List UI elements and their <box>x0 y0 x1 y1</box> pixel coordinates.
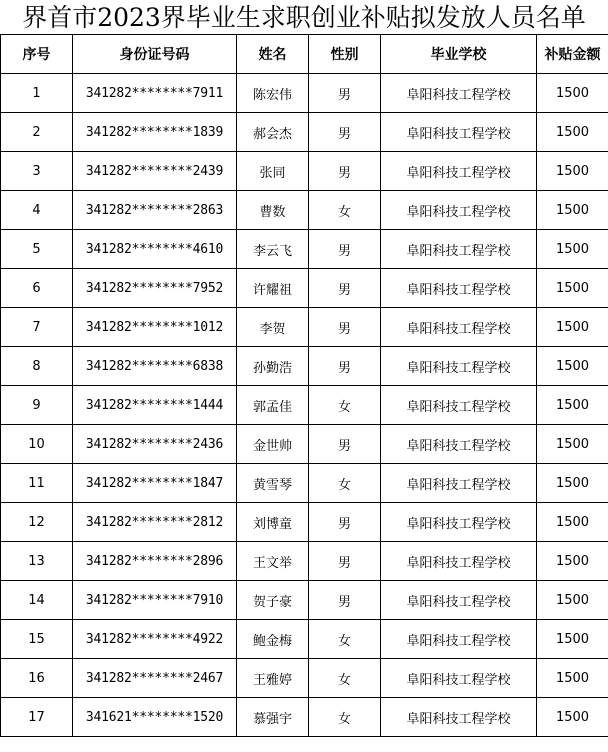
table-row <box>1 542 608 581</box>
cell-name: 许耀祖 <box>237 269 309 308</box>
cell-id-number: 341282********2812 <box>73 503 237 542</box>
cell-name: 鲍金梅 <box>237 620 309 659</box>
header-gender: 性别 <box>309 35 381 74</box>
cell-name: 黄雪琴 <box>237 464 309 503</box>
cell-name: 李贺 <box>237 308 309 347</box>
cell-gender: 女 <box>309 386 381 425</box>
cell-id-number: 341282********7910 <box>73 581 237 620</box>
cell-name: 贺子豪 <box>237 581 309 620</box>
cell-name: 王文举 <box>237 542 309 581</box>
cell-id-number: 341282********6838 <box>73 347 237 386</box>
cell-gender: 女 <box>309 464 381 503</box>
cell-index: 11 <box>1 464 73 503</box>
table-row <box>1 425 608 464</box>
header-name: 姓名 <box>237 35 309 74</box>
cell-gender: 男 <box>309 74 381 113</box>
cell-gender: 女 <box>309 659 381 698</box>
table-row <box>1 347 608 386</box>
cell-school: 阜阳科技工程学校 <box>381 230 537 269</box>
cell-amount: 1500 <box>537 542 608 581</box>
cell-amount: 1500 <box>537 464 608 503</box>
cell-school: 阜阳科技工程学校 <box>381 152 537 191</box>
cell-school: 阜阳科技工程学校 <box>381 542 537 581</box>
cell-id-number: 341282********2436 <box>73 425 237 464</box>
cell-school: 阜阳科技工程学校 <box>381 347 537 386</box>
cell-id-number: 341282********1847 <box>73 464 237 503</box>
cell-id-number: 341282********1444 <box>73 386 237 425</box>
cell-gender: 男 <box>309 347 381 386</box>
cell-index: 16 <box>1 659 73 698</box>
cell-amount: 1500 <box>537 659 608 698</box>
cell-school: 阜阳科技工程学校 <box>381 308 537 347</box>
cell-index: 5 <box>1 230 73 269</box>
cell-amount: 1500 <box>537 347 608 386</box>
cell-gender: 男 <box>309 269 381 308</box>
cell-index: 1 <box>1 74 73 113</box>
cell-school: 阜阳科技工程学校 <box>381 659 537 698</box>
cell-id-number: 341282********1839 <box>73 113 237 152</box>
cell-index: 3 <box>1 152 73 191</box>
cell-id-number: 341282********4610 <box>73 230 237 269</box>
cell-amount: 1500 <box>537 113 608 152</box>
header-amount: 补贴金额 <box>537 35 608 74</box>
cell-gender: 男 <box>309 308 381 347</box>
cell-id-number: 341621********1520 <box>73 698 237 737</box>
cell-index: 8 <box>1 347 73 386</box>
cell-id-number: 341282********4922 <box>73 620 237 659</box>
cell-gender: 女 <box>309 191 381 230</box>
cell-id-number: 341282********1012 <box>73 308 237 347</box>
cell-school: 阜阳科技工程学校 <box>381 581 537 620</box>
header-id: 身份证号码 <box>73 35 237 74</box>
recipients-table <box>0 34 608 737</box>
cell-amount: 1500 <box>537 152 608 191</box>
table-row <box>1 620 608 659</box>
cell-name: 王雅婷 <box>237 659 309 698</box>
cell-school: 阜阳科技工程学校 <box>381 503 537 542</box>
cell-amount: 1500 <box>537 191 608 230</box>
cell-index: 14 <box>1 581 73 620</box>
cell-name: 李云飞 <box>237 230 309 269</box>
cell-name: 郝会杰 <box>237 113 309 152</box>
cell-amount: 1500 <box>537 269 608 308</box>
cell-name: 慕强宇 <box>237 698 309 737</box>
cell-school: 阜阳科技工程学校 <box>381 620 537 659</box>
cell-index: 2 <box>1 113 73 152</box>
cell-index: 13 <box>1 542 73 581</box>
table-row <box>1 464 608 503</box>
cell-name: 郭孟佳 <box>237 386 309 425</box>
cell-name: 陈宏伟 <box>237 74 309 113</box>
cell-name: 曹数 <box>237 191 309 230</box>
cell-index: 6 <box>1 269 73 308</box>
cell-amount: 1500 <box>537 230 608 269</box>
cell-name: 金世帅 <box>237 425 309 464</box>
table-row <box>1 191 608 230</box>
table-row <box>1 503 608 542</box>
cell-name: 刘博童 <box>237 503 309 542</box>
cell-index: 9 <box>1 386 73 425</box>
header-index: 序号 <box>1 35 73 74</box>
table-row <box>1 74 608 113</box>
cell-index: 15 <box>1 620 73 659</box>
cell-gender: 男 <box>309 581 381 620</box>
cell-amount: 1500 <box>537 620 608 659</box>
cell-amount: 1500 <box>537 581 608 620</box>
table-row <box>1 230 608 269</box>
cell-gender: 男 <box>309 503 381 542</box>
table-header-row <box>1 35 608 74</box>
table-row <box>1 269 608 308</box>
cell-school: 阜阳科技工程学校 <box>381 698 537 737</box>
cell-amount: 1500 <box>537 425 608 464</box>
cell-school: 阜阳科技工程学校 <box>381 386 537 425</box>
cell-gender: 女 <box>309 698 381 737</box>
cell-id-number: 341282********2467 <box>73 659 237 698</box>
cell-id-number: 341282********2863 <box>73 191 237 230</box>
cell-gender: 男 <box>309 230 381 269</box>
cell-school: 阜阳科技工程学校 <box>381 191 537 230</box>
cell-school: 阜阳科技工程学校 <box>381 425 537 464</box>
cell-school: 阜阳科技工程学校 <box>381 113 537 152</box>
cell-name: 孙勤浩 <box>237 347 309 386</box>
cell-index: 12 <box>1 503 73 542</box>
cell-amount: 1500 <box>537 386 608 425</box>
table-row <box>1 581 608 620</box>
cell-school: 阜阳科技工程学校 <box>381 74 537 113</box>
cell-gender: 男 <box>309 152 381 191</box>
cell-amount: 1500 <box>537 698 608 737</box>
cell-gender: 女 <box>309 620 381 659</box>
cell-index: 4 <box>1 191 73 230</box>
table-row <box>1 308 608 347</box>
cell-id-number: 341282********7952 <box>73 269 237 308</box>
document-title: 界首市2023界毕业生求职创业补贴拟发放人员名单 <box>22 3 586 32</box>
cell-school: 阜阳科技工程学校 <box>381 269 537 308</box>
cell-id-number: 341282********7911 <box>73 74 237 113</box>
cell-amount: 1500 <box>537 74 608 113</box>
cell-amount: 1500 <box>537 503 608 542</box>
cell-id-number: 341282********2896 <box>73 542 237 581</box>
table-row <box>1 113 608 152</box>
cell-index: 17 <box>1 698 73 737</box>
cell-gender: 男 <box>309 542 381 581</box>
table-row <box>1 386 608 425</box>
header-school: 毕业学校 <box>381 35 537 74</box>
table-row <box>1 659 608 698</box>
cell-id-number: 341282********2439 <box>73 152 237 191</box>
cell-index: 7 <box>1 308 73 347</box>
cell-amount: 1500 <box>537 308 608 347</box>
cell-name: 张同 <box>237 152 309 191</box>
cell-index: 10 <box>1 425 73 464</box>
table-row <box>1 152 608 191</box>
cell-gender: 男 <box>309 425 381 464</box>
cell-school: 阜阳科技工程学校 <box>381 464 537 503</box>
cell-gender: 男 <box>309 113 381 152</box>
table-row <box>1 698 608 737</box>
